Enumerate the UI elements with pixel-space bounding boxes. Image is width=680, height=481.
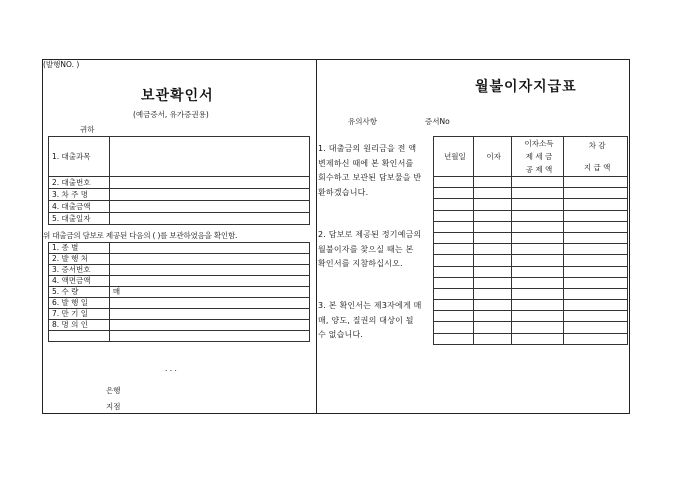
table-cell xyxy=(511,288,564,299)
table-row xyxy=(434,311,628,322)
table-cell xyxy=(511,277,564,288)
table-row xyxy=(434,221,628,232)
header-interest: 이자 xyxy=(473,137,511,177)
table-cell xyxy=(564,288,628,299)
left-title: 보관확인서 xyxy=(141,88,214,104)
table-cell xyxy=(473,311,511,322)
table-cell xyxy=(564,322,628,333)
header-net-payment xyxy=(564,137,628,177)
table-row xyxy=(434,255,628,266)
table-cell xyxy=(564,221,628,232)
table-row xyxy=(434,288,628,299)
table-cell xyxy=(564,255,628,266)
table-row xyxy=(434,232,628,243)
table-cell xyxy=(434,177,474,188)
table-cell xyxy=(511,322,564,333)
collateral-row-value xyxy=(109,276,309,287)
table-row xyxy=(49,265,310,276)
cert-no-label: 증서No xyxy=(425,117,450,126)
header-tax-line: 공 제 액 xyxy=(525,165,553,174)
table-cell xyxy=(434,210,474,221)
table-cell xyxy=(473,300,511,311)
table-cell xyxy=(564,277,628,288)
loan-row-label: 2. 대출번호 xyxy=(49,177,110,189)
table-cell xyxy=(434,199,474,210)
loan-row-value xyxy=(109,201,309,213)
loan-row-value xyxy=(109,189,309,201)
issue-number: (발행NO. ) xyxy=(43,60,80,69)
table-row xyxy=(49,137,310,177)
addressee-label: 귀하 xyxy=(80,125,95,134)
table-cell xyxy=(473,322,511,333)
bank-label: 은행 xyxy=(106,386,121,395)
table-row xyxy=(434,199,628,210)
table-row xyxy=(434,277,628,288)
table-cell xyxy=(473,210,511,221)
loan-row-label: 1. 대출과목 xyxy=(49,137,110,177)
table-cell xyxy=(434,311,474,322)
right-title: 월불이자지급표 xyxy=(475,79,577,95)
table-cell xyxy=(564,300,628,311)
table-cell xyxy=(511,177,564,188)
table-cell xyxy=(434,300,474,311)
header-tax-line: 이자소득 xyxy=(524,139,554,148)
table-cell xyxy=(473,188,511,199)
table-cell xyxy=(511,333,564,344)
collateral-row-value xyxy=(109,243,309,254)
table-row xyxy=(49,254,310,265)
table-cell xyxy=(511,255,564,266)
table-row xyxy=(434,188,628,199)
branch-label: 지점 xyxy=(106,402,121,411)
table-row xyxy=(49,287,310,298)
table-row xyxy=(49,309,310,320)
table-cell xyxy=(434,232,474,243)
table-cell xyxy=(511,266,564,277)
collateral-row-label: 1. 종 별 xyxy=(49,243,110,254)
table-cell xyxy=(434,288,474,299)
table-row xyxy=(434,300,628,311)
table-row xyxy=(49,177,310,189)
loan-row-label: 5. 대출일자 xyxy=(49,213,110,225)
table-cell xyxy=(434,244,474,255)
table-row xyxy=(434,333,628,344)
collateral-row-value xyxy=(109,298,309,309)
table-cell xyxy=(511,221,564,232)
table-cell xyxy=(564,333,628,344)
table-cell xyxy=(564,266,628,277)
table-cell xyxy=(511,210,564,221)
table-row xyxy=(434,266,628,277)
table-cell xyxy=(434,266,474,277)
table-cell xyxy=(473,333,511,344)
table-cell xyxy=(564,244,628,255)
collateral-row-label xyxy=(49,331,110,342)
table-cell xyxy=(434,333,474,344)
table-row xyxy=(49,189,310,201)
table-cell xyxy=(434,255,474,266)
table-cell xyxy=(473,288,511,299)
table-cell xyxy=(473,232,511,243)
collateral-row-label: 4. 액면금액 xyxy=(49,276,110,287)
note-2: 2. 담보로 제공된 정기예금의 월불이자를 찾으실 때는 본 확인서를 지참하십시오. xyxy=(318,230,422,269)
collateral-row-label: 3. 증서번호 xyxy=(49,265,110,276)
collateral-row-label: 5. 수 량 xyxy=(49,287,110,298)
issue-date-dots: . . . xyxy=(165,364,177,373)
table-cell xyxy=(473,199,511,210)
header-net-top: 차 감 xyxy=(588,141,606,150)
table-cell xyxy=(434,221,474,232)
table-row xyxy=(49,331,310,342)
header-date: 년월일 xyxy=(434,137,474,177)
table-row xyxy=(434,210,628,221)
header-tax-deduction xyxy=(511,137,564,177)
table-header-row xyxy=(434,137,628,177)
table-cell xyxy=(564,199,628,210)
table-cell xyxy=(473,244,511,255)
table-cell xyxy=(511,199,564,210)
collateral-row-label: 2. 발 행 처 xyxy=(49,254,110,265)
table-cell xyxy=(511,311,564,322)
table-row xyxy=(49,243,310,254)
collateral-row-label: 7. 만 기 일 xyxy=(49,309,110,320)
collateral-table xyxy=(48,242,310,342)
loan-row-value xyxy=(109,137,309,177)
loan-info-table xyxy=(48,136,310,225)
table-cell xyxy=(564,177,628,188)
table-cell xyxy=(434,188,474,199)
collateral-row-label: 8. 명 의 인 xyxy=(49,320,110,331)
table-cell xyxy=(511,244,564,255)
table-cell xyxy=(473,177,511,188)
table-row xyxy=(49,320,310,331)
table-cell xyxy=(473,255,511,266)
loan-row-value xyxy=(109,177,309,189)
collateral-row-value xyxy=(109,320,309,331)
table-row xyxy=(49,213,310,225)
table-cell xyxy=(473,277,511,288)
note-3: 3. 본 확인서는 제3자에게 매매, 양도, 질권의 대상이 될 수 없습니다. xyxy=(318,301,422,340)
collateral-row-value xyxy=(109,265,309,276)
table-cell xyxy=(564,232,628,243)
table-cell xyxy=(511,232,564,243)
table-cell xyxy=(434,277,474,288)
table-cell xyxy=(564,188,628,199)
notes-title: 유의사항 xyxy=(348,117,377,126)
note-1: 1. 대출금의 원리금을 전 액 변제하신 때에 본 확인서를 회수하고 보관된 담보물을 반환하겠습니다. xyxy=(318,144,422,197)
table-cell xyxy=(511,300,564,311)
table-row xyxy=(49,276,310,287)
loan-row-label: 4. 대출금액 xyxy=(49,201,110,213)
table-row xyxy=(434,322,628,333)
collateral-row-value xyxy=(109,331,309,342)
table-cell xyxy=(564,210,628,221)
table-cell xyxy=(473,266,511,277)
interest-payment-table xyxy=(433,136,628,345)
table-cell xyxy=(434,322,474,333)
collateral-row-value xyxy=(109,309,309,320)
table-row xyxy=(434,177,628,188)
quantity-unit: 매 xyxy=(109,287,309,298)
table-cell xyxy=(564,311,628,322)
table-cell xyxy=(473,221,511,232)
loan-row-label: 3. 차 주 명 xyxy=(49,189,110,201)
collateral-row-value xyxy=(109,254,309,265)
table-row xyxy=(49,298,310,309)
loan-row-value xyxy=(109,213,309,225)
table-cell xyxy=(511,188,564,199)
header-net-bottom: 지 급 액 xyxy=(583,163,611,172)
table-row xyxy=(49,201,310,213)
collateral-statement: 위 대출금의 담보로 제공된 다음의 ( )를 보관하였음을 확인함. xyxy=(43,231,238,240)
collateral-row-label: 6. 발 행 일 xyxy=(49,298,110,309)
left-subtitle: (예금증서, 유가증권용) xyxy=(133,110,209,119)
header-tax-line: 제 세 금 xyxy=(525,152,553,161)
center-divider xyxy=(316,59,317,414)
table-row xyxy=(434,244,628,255)
